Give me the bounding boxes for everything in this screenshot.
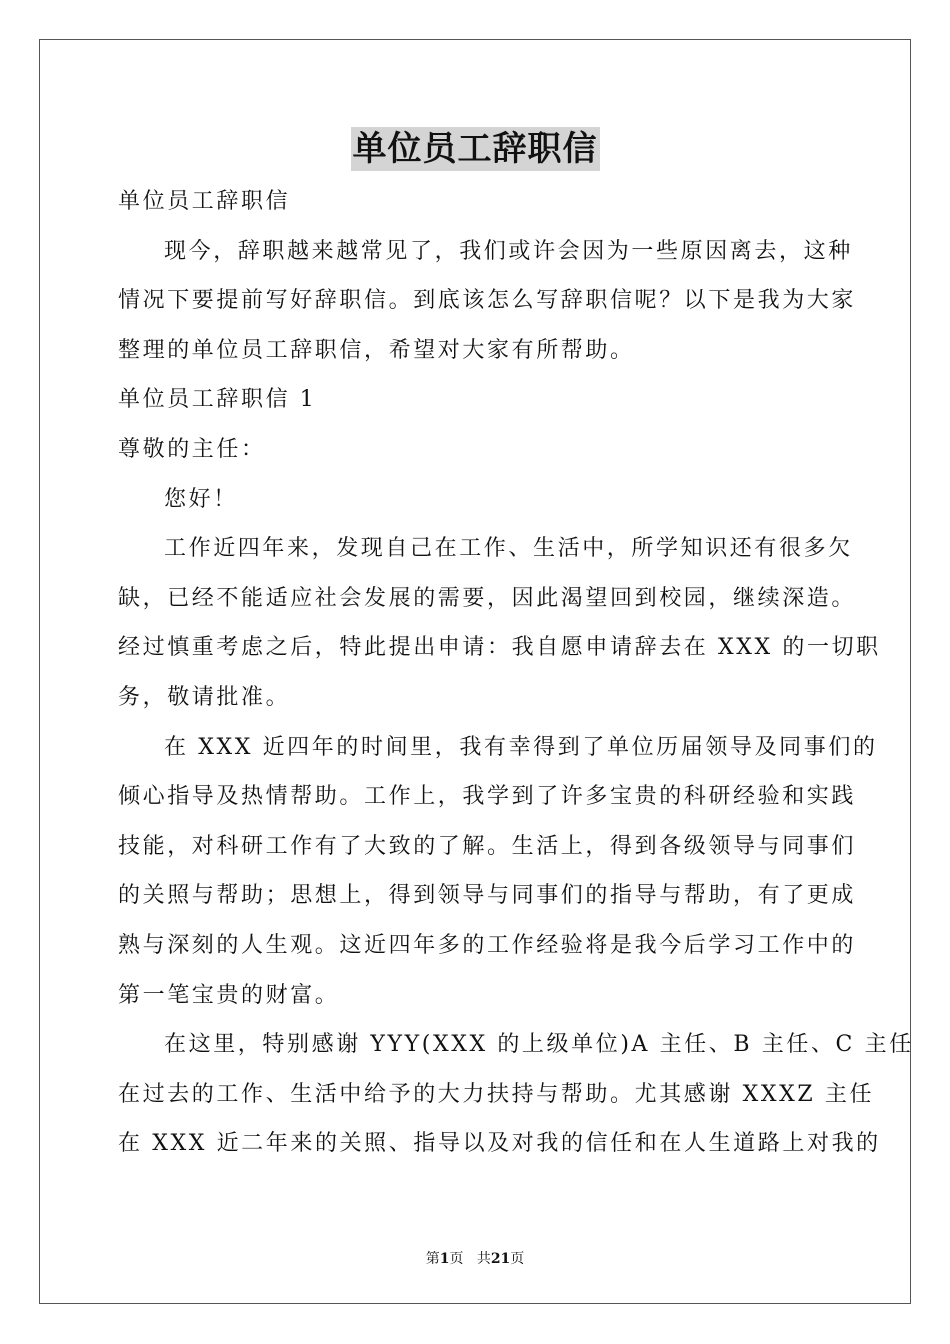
document-body <box>118 177 914 1169</box>
footer-page-number: 1 <box>439 1251 450 1267</box>
body-line: 在 XXX 近二年来的关照、指导以及对我的信任和在人生道路上对我的 <box>118 1131 881 1157</box>
body-line: 在过去的工作、生活中给予的大力扶持与帮助。尤其感谢 XXXZ 主任 <box>118 1081 875 1107</box>
body-line: 现今，辞职越来越常见了，我们或许会因为一些原因离去，这种 <box>164 238 853 264</box>
body-line: 第一笔宝贵的财富。 <box>118 982 340 1008</box>
document-title: 单位员工辞职信 <box>352 129 598 169</box>
page-footer <box>0 1248 950 1268</box>
body-line: 在 XXX 近四年的时间里，我有幸得到了单位历届领导及同事们的 <box>164 734 878 760</box>
body-line: 的关照与帮助；思想上，得到领导与同事们的指导与帮助，有了更成 <box>118 883 857 909</box>
body-line: 倾心指导及热情帮助。工作上，我学到了许多宝贵的科研经验和实践 <box>118 784 857 810</box>
footer-total-prefix: 共 <box>476 1251 491 1267</box>
body-line: 技能，对科研工作有了大致的了解。生活上，得到各级领导与同事们 <box>118 833 857 859</box>
body-line: 经过慎重考虑之后，特此提出申请：我自愿申请辞去在 XXX 的一切职 <box>118 635 881 661</box>
body-line: 单位员工辞职信 1 <box>118 387 317 413</box>
footer-page-suffix: 页 <box>449 1251 464 1267</box>
body-line: 您好！ <box>164 486 238 512</box>
body-line: 单位员工辞职信 <box>118 189 291 214</box>
body-line: 情况下要提前写好辞职信。到底该怎么写辞职信呢？以下是我为大家 <box>118 288 857 314</box>
body-line: 缺，已经不能适应社会发展的需要，因此渴望回到校园，继续深造。 <box>118 585 857 611</box>
body-line: 熟与深刻的人生观。这近四年多的工作经验将是我今后学习工作中的 <box>118 932 857 958</box>
footer-total-pages: 21 <box>490 1251 511 1267</box>
body-line: 尊敬的主任： <box>118 436 266 462</box>
body-line: 整理的单位员工辞职信，希望对大家有所帮助。 <box>118 337 635 363</box>
body-line: 务，敬请批准。 <box>118 684 291 710</box>
title-container <box>0 127 950 171</box>
body-line: 在这里，特别感谢 YYY(XXX 的上级单位)A 主任、B 主任、C 主任 <box>164 1032 914 1058</box>
footer-total-suffix: 页 <box>510 1251 525 1267</box>
footer-page-prefix: 第 <box>425 1251 440 1267</box>
body-line: 工作近四年来，发现自己在工作、生活中，所学知识还有很多欠 <box>164 536 853 562</box>
